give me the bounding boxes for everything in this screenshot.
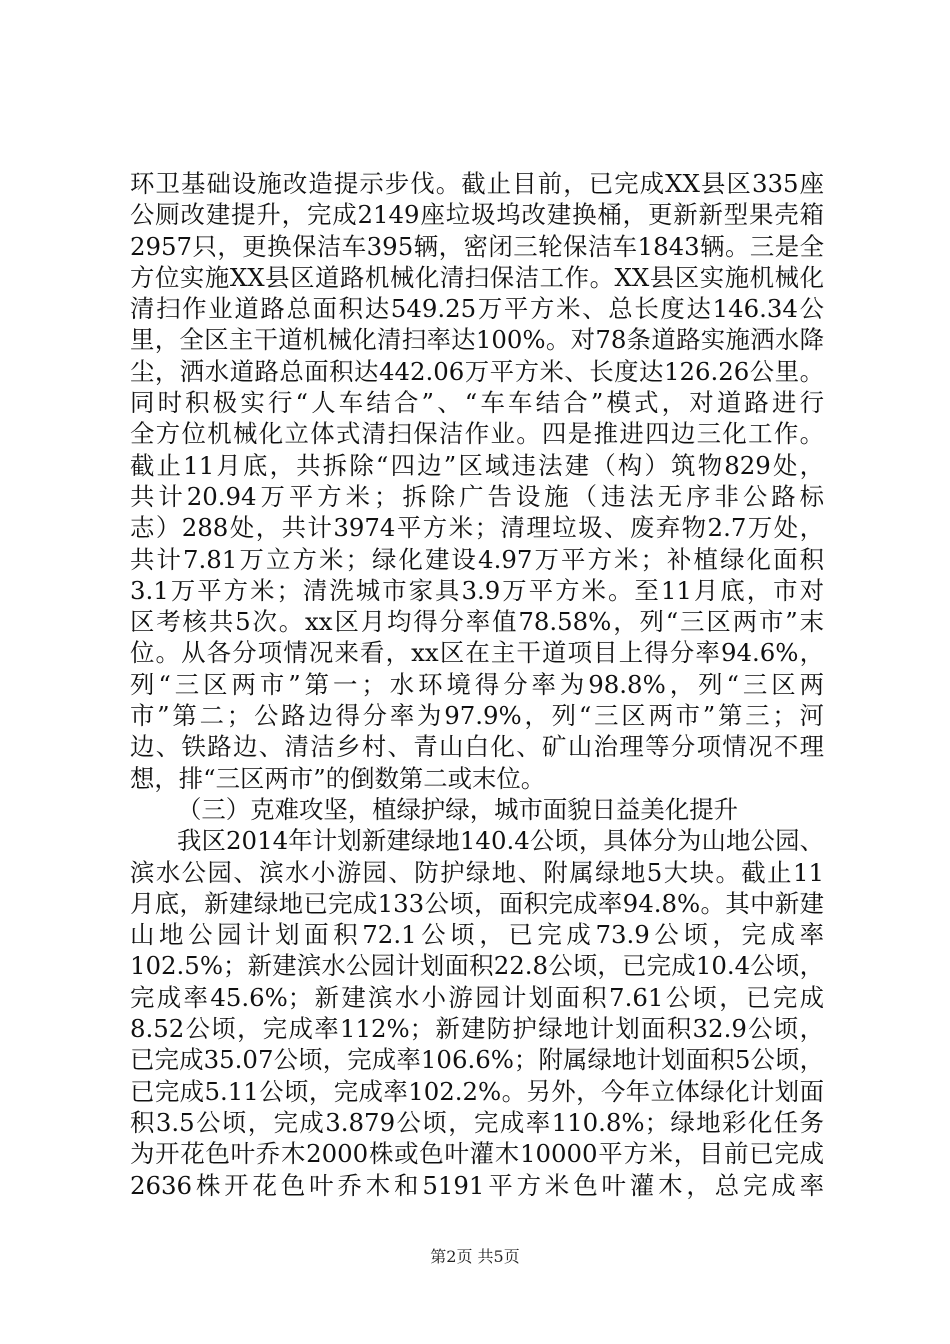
paragraph-line: 为开花色叶乔木2000株或色叶灌木10000平方米，目前已完成 [130,1139,824,1169]
paragraph-line: 2957只，更换保洁车395辆，密闭三轮保洁车1843辆。三是全 [130,231,824,261]
paragraph-line: 里，全区主干道机械化清扫率达100%。对78条道路实施洒水降 [130,325,824,355]
section-heading: （三）克难攻坚，植绿护绿，城市面貌日益美化提升 [177,794,738,824]
paragraph-line: 山地公园计划面积72.1公顷，已完成73.9公顷，完成率 [130,920,824,950]
paragraph-line: 截止11月底，共拆除“四边”区域违法建（构）筑物829处， [130,450,824,480]
paragraph-line: 边、铁路边、清洁乡村、青山白化、矿山治理等分项情况不理 [130,732,824,762]
paragraph-line: 想，排“三区两市”的倒数第二或末位。 [130,763,546,793]
paragraph-line: 已完成35.07公顷，完成率106.6%；附属绿地计划面积5公顷， [130,1045,824,1075]
paragraph-line: 市”第二；公路边得分率为97.9%，列“三区两市”第三；河 [130,701,824,731]
paragraph-line: 已完成5.11公顷，完成率102.2%。另外，今年立体绿化计划面 [130,1076,824,1106]
paragraph-line: 同时积极实行“人车结合”、“车车结合”模式，对道路进行 [130,388,824,418]
paragraph-line: 3.1万平方米；清洗城市家具3.9万平方米。至11月底，市对 [130,575,824,605]
paragraph-line: 列“三区两市”第一；水环境得分率为98.8%，列“三区两 [130,669,824,699]
paragraph-line: 共计20.94万平方米；拆除广告设施（违法无序非公路标 [130,481,824,511]
paragraph-line: 滨水公园、滨水小游园、防护绿地、附属绿地5大块。截止11 [130,857,824,887]
paragraph-line: 清扫作业道路总面积达549.25万平方米、总长度达146.34公 [130,294,824,324]
paragraph-line: 2636株开花色叶乔木和5191平方米色叶灌木，总完成率 [130,1170,824,1200]
paragraph-line: 我区2014年计划新建绿地140.4公顷，具体分为山地公园、 [177,826,824,856]
paragraph-line: 环卫基础设施改造提示步伐。截止目前，已完成XX县区335座 [130,169,824,198]
document-body [130,168,824,1201]
paragraph-line: 公厕改建提升，完成2149座垃圾坞改建换桶，更新新型果壳箱 [130,200,824,230]
paragraph-line: 尘，洒水道路总面积达442.06万平方米、长度达126.26公里。 [130,356,824,386]
paragraph-line: 区考核共5次。xx区月均得分率值78.58%，列“三区两市”末 [130,607,824,637]
paragraph-line: 方位实施XX县区道路机械化清扫保洁工作。XX县区实施机械化 [130,262,824,292]
paragraph-line: 完成率45.6%；新建滨水小游园计划面积7.61公顷，已完成 [130,982,824,1012]
paragraph-line: 共计7.81万立方米；绿化建设4.97万平方米；补植绿化面积 [130,544,824,574]
paragraph-line: 8.52公顷，完成率112%；新建防护绿地计划面积32.9公顷， [130,1014,824,1044]
paragraph-line: 102.5%；新建滨水公园计划面积22.8公顷，已完成10.4公顷， [130,951,824,981]
paragraph-line: 全方位机械化立体式清扫保洁作业。四是推进四边三化工作。 [130,419,824,449]
paragraph-line: 月底，新建绿地已完成133公顷，面积完成率94.8%。其中新建 [130,888,824,918]
paragraph-line: 位。从各分项情况来看，xx区在主干道项目上得分率94.6%， [130,638,824,668]
paragraph-line: 志）288处，共计3974平方米；清理垃圾、废弃物2.7万处， [130,513,824,543]
page-footer: 第2页 共5页 [430,1247,520,1266]
paragraph-line: 积3.5公顷，完成3.879公顷，完成率110.8%；绿地彩化任务 [130,1107,824,1137]
